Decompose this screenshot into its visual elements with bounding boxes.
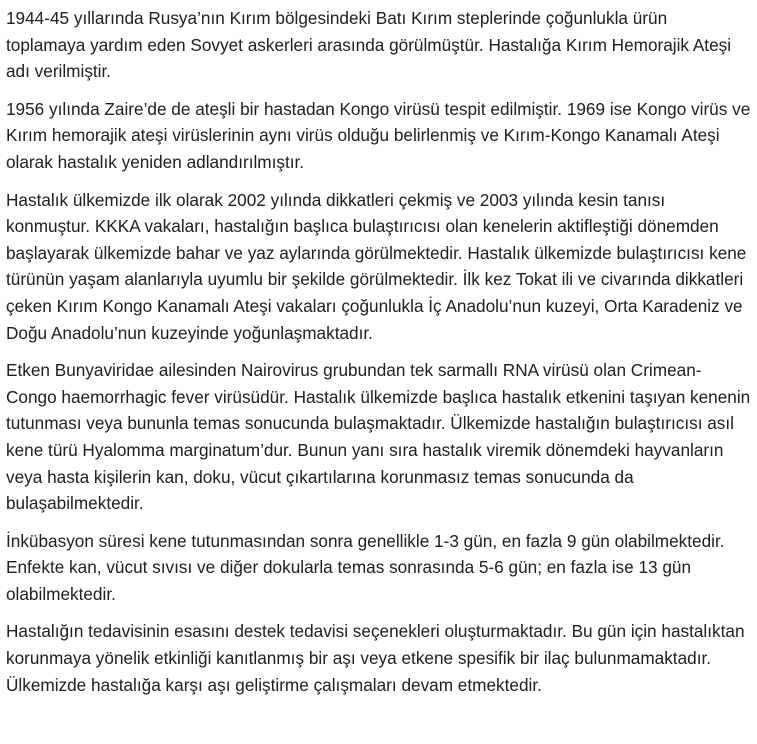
- paragraph-congo-virus: 1956 yılında Zaire’de de ateşli bir hastadan Kongo virüsü tespit edilmiştir. 1969 ise Kongo virüs ve Kırım hemorajik ateşi virüslerinin aynı virüs olduğu belirlenmiş ve Kırım-Kongo Kanamalı Ateşi olarak hastalık yeniden adlandırılmıştır.: [6, 98, 751, 172]
- paragraph-etiology: Etken Bunyaviridae ailesinden Nairovirus grubundan tek sarmallı RNA virüsü olan Crimean-Congo haemorrhagic fever virüsüdür. Hastalık ülkemizde başlıca hastalık etkenini taşıyan kenenin tutunması veya bununla temas sonucunda bulaşmaktadır. Ülkemizde hastalığın bulaştırıcısı asıl kene türü Hyalomma marginatum’dur. Bunun yanı sıra hastalık viremik dönemdeki hayvanların veya hasta kişilerin kan, doku, vücut çıkartılarına korunmasız temas sonucunda da bulaşabilmektedir.: [6, 360, 751, 514]
- paragraph-incubation: İnkübasyon süresi kene tutunmasından sonra genellikle 1-3 gün, en fazla 9 gün olabilmektedir. Enfekte kan, vücut sıvısı ve diğer dokularla temas sonrasında 5-6 gün; en fazla ise 13 gün olabilmektedir.: [6, 530, 725, 604]
- paragraph-history-1944: 1944-45 yıllarında Rusya’nın Kırım bölgesindeki Batı Kırım steplerinde çoğunlukla ürün toplamaya yardım eden Sovyet askerleri arasında görülmüştür. Hastalığa Kırım Hemorajik Ateşi adı verilmiştir.: [6, 8, 732, 82]
- paragraph-treatment: Hastalığın tedavisinin esasını destek tedavisi seçenekleri oluşturmaktadır. Bu gün için hastalıktan korunmaya yönelik etkinliği kanıtlanmış bir aşı veya etkene spesifik bir ilaç bulunmamaktadır. Ülkemizde hastalığa karşı aşı geliştirme çalışmaları devam etmektedir.: [6, 621, 745, 695]
- paragraph-turkey-cases: Hastalık ülkemizde ilk olarak 2002 yılında dikkatleri çekmiş ve 2003 yılında kesin tanısı konmuştur. KKKA vakaları, hastalığın başlıca bulaştırıcısı olan kenelerin aktifleştiği dönemden başlayarak ülkemizde bahar ve yaz aylarında görülmektedir. Hastalık ülkemizde bulaştırıcısı kene türünün yaşam alanlarıyla uyumlu bir şekilde görülmektedir. İlk kez Tokat ili ve civarında dikkatleri çeken Kırım Kongo Kanamalı Ateşi vakaları çoğunlukla İç Anadolu’nun kuzeyi, Orta Karadeniz ve Doğu Anadolu’nun kuzeyinde yoğunlaşmaktadır.: [6, 189, 747, 343]
